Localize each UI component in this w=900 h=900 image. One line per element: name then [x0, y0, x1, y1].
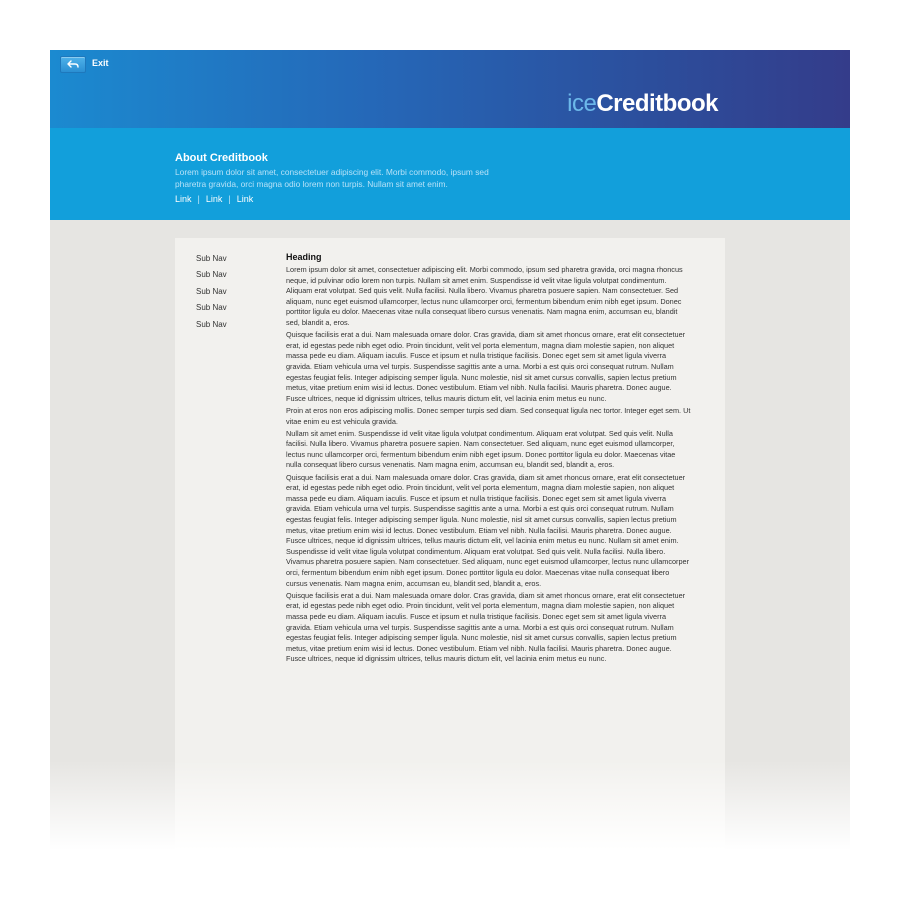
article	[286, 252, 691, 667]
article-paragraph: Proin at eros non eros adipiscing mollis. Donec semper turpis sed diam. Sed consequat ligula nec tortor. Integer eget sem. Ut vitae enim eu est vehicula gravida.	[286, 405, 691, 426]
hero-link-3[interactable]: Link	[236, 194, 254, 204]
article-paragraph: Quisque facilisis erat a dui. Nam malesuada ornare dolor. Cras gravida, diam sit amet rhoncus ornare, erat elit consectetuer erat, id egestas pede nibh eget odio. Proin tincidunt, velit vel porta elementum, magna diam molestie sapien, non aliquet massa pede eu diam. Aliquam iaculis. Fusce et ipsum et nulla tristique facilisis. Donec eget sem sit amet ligula viverra gravida. Etiam vehicula urna vel turpis. Suspendisse sagittis ante a urna. Morbi a est quis orci consequat rutrum. Nullam egestas feugiat felis. Integer adipiscing semper ligula. Nunc molestie, nisl sit amet cursus convallis, sapien lectus pretium metus, vitae pretium enim wisi id lectus. Donec vestibulum. Etiam vel nibh. Nulla facilisi. Mauris pharetra. Donec augue. Fusce ultrices, neque id dignissim ultrices, tellus mauris dictum elit, vel lacinia enim metus eu nunc.	[286, 590, 686, 664]
hero-description: Lorem ipsum dolor sit amet, consectetuer adipiscing elit. Morbi commodo, ipsum sed pharetra gravida, orci magna odio lorem non turpis. Nullam sit amet enim.	[175, 167, 489, 189]
article-paragraph: Nullam sit amet enim. Suspendisse id velit vitae ligula volutpat condimentum. Aliquam erat volutpat. Sed quis velit. Nulla facilisi. Nulla libero. Vivamus pharetra posuere sapien. Nam consectetuer. Sed aliquam, nunc eget euismod ullamcorper, lectus nunc ullamcorper orci, fermentum bibendum enim nibh eget ipsum. Donec porttitor ligula eu dolor. Maecenas vitae nulla consequat libero cursus venenatis. Nam magna enim, accumsan eu, blandit sed, blandit a, eros.	[286, 428, 676, 470]
back-arrow-icon	[67, 60, 79, 69]
sub-navigation	[196, 254, 266, 336]
article-paragraph: Lorem ipsum dolor sit amet, consectetuer adipiscing elit. Morbi commodo, ipsum sed pharetra gravida, orci magna rhoncus neque, id pulvinar odio lorem non turpis. Nullam sit amet enim. Suspendisse id velit vitae ligula volutpat condimentum. Aliquam erat volutpat. Sed quis velit. Nulla facilisi. Nulla libero. Vivamus pharetra posuere sapien. Nam consectetuer. Sed aliquam, nunc eget euismod ullamcorper, lectus nunc ullamcorper orci, fermentum bibendum enim nibh eget ipsum. Donec porttitor ligula eu dolor. Maecenas vitae nulla consequat libero cursus venenatis. Nam magna enim, accumsan eu, blandit sed, blandit a, eros.	[286, 265, 683, 327]
link-separator: |	[228, 194, 231, 204]
hero-banner	[50, 128, 850, 220]
link-separator: |	[197, 194, 200, 204]
subnav-item-5[interactable]: Sub Nav	[196, 319, 227, 329]
logo-main: Creditbook	[596, 90, 718, 117]
exit-label[interactable]: Exit	[92, 58, 109, 68]
app-frame	[50, 50, 850, 850]
hero-link-2[interactable]: Link	[205, 194, 223, 204]
exit-button[interactable]	[60, 56, 86, 73]
content-panel	[175, 238, 725, 850]
subnav-item-1[interactable]: Sub Nav	[196, 254, 227, 263]
top-bar	[50, 50, 850, 128]
logo-prefix: ice	[567, 90, 597, 117]
article-paragraph: Quisque facilisis erat a dui. Nam malesuada ornare dolor. Cras gravida, diam sit amet rhoncus ornare, erat elit consectetuer erat, id egestas pede nibh eget odio. Proin tincidunt, velit vel porta elementum, magna diam molestie sapien, non aliquet massa pede eu diam. Aliquam iaculis. Fusce et ipsum et nulla tristique facilisis. Donec eget sem sit amet ligula viverra gravida. Etiam vehicula urna vel turpis. Suspendisse sagittis ante a urna. Morbi a est quis orci consequat rutrum. Nullam egestas feugiat felis. Integer adipiscing semper ligula. Nunc molestie, nisl sit amet cursus convallis, sapien lectus pretium metus, vitae pretium enim wisi id lectus. Donec vestibulum. Etiam vel nibh. Nulla facilisi. Mauris pharetra. Donec augue. Fusce ultrices, neque id dignissim ultrices, tellus mauris dictum elit, vel lacinia enim metus eu nunc.	[286, 330, 686, 403]
subnav-item-3[interactable]: Sub Nav	[196, 286, 227, 296]
article-paragraph: Quisque facilisis erat a dui. Nam malesuada ornare dolor. Cras gravida, diam sit amet rhoncus ornare, erat elit consectetuer erat, id egestas pede nibh eget odio. Proin tincidunt, velit vel porta elementum, magna diam molestie sapien, non aliquet massa pede eu diam. Aliquam iaculis. Fusce et ipsum et nulla tristique facilisis. Donec eget sem sit amet ligula viverra gravida. Etiam vehicula urna vel turpis. Suspendisse sagittis ante a urna. Morbi a est quis orci consequat rutrum. Nullam egestas feugiat felis. Integer adipiscing semper ligula. Nunc molestie, nisl sit amet cursus convallis, sapien lectus pretium metus, vitae pretium enim wisi id lectus. Donec vestibulum. Etiam vel nibh. Nulla facilisi. Mauris pharetra. Donec augue. Fusce ultrices, neque id dignissim ultrices, tellus mauris dictum elit, vel lacinia enim metus eu nunc. Nullam sit amet enim. Suspendisse id velit vitae ligula volutpat condimentum. Aliquam erat volutpat. Sed quis velit. Nulla facilisi. Nulla libero. Vivamus pharetra posuere sapien. Nam consectetuer. Sed aliquam, nunc eget euismod ullamcorper, lectus nunc ullamcorper orci, fermentum bibendum enim nibh eget ipsum. Donec porttitor ligula eu dolor. Maecenas vitae nulla consequat libero cursus venenatis. Nam magna enim, accumsan eu, blandit sed, blandit a, eros.	[286, 472, 690, 588]
hero-title: About Creditbook	[175, 152, 268, 164]
hero-link-1[interactable]: Link	[175, 194, 192, 204]
app-logo	[567, 92, 718, 116]
article-heading: Heading	[286, 252, 322, 262]
subnav-item-2[interactable]: Sub Nav	[196, 270, 227, 280]
subnav-item-4[interactable]: Sub Nav	[196, 303, 227, 313]
hero-links	[175, 194, 253, 204]
